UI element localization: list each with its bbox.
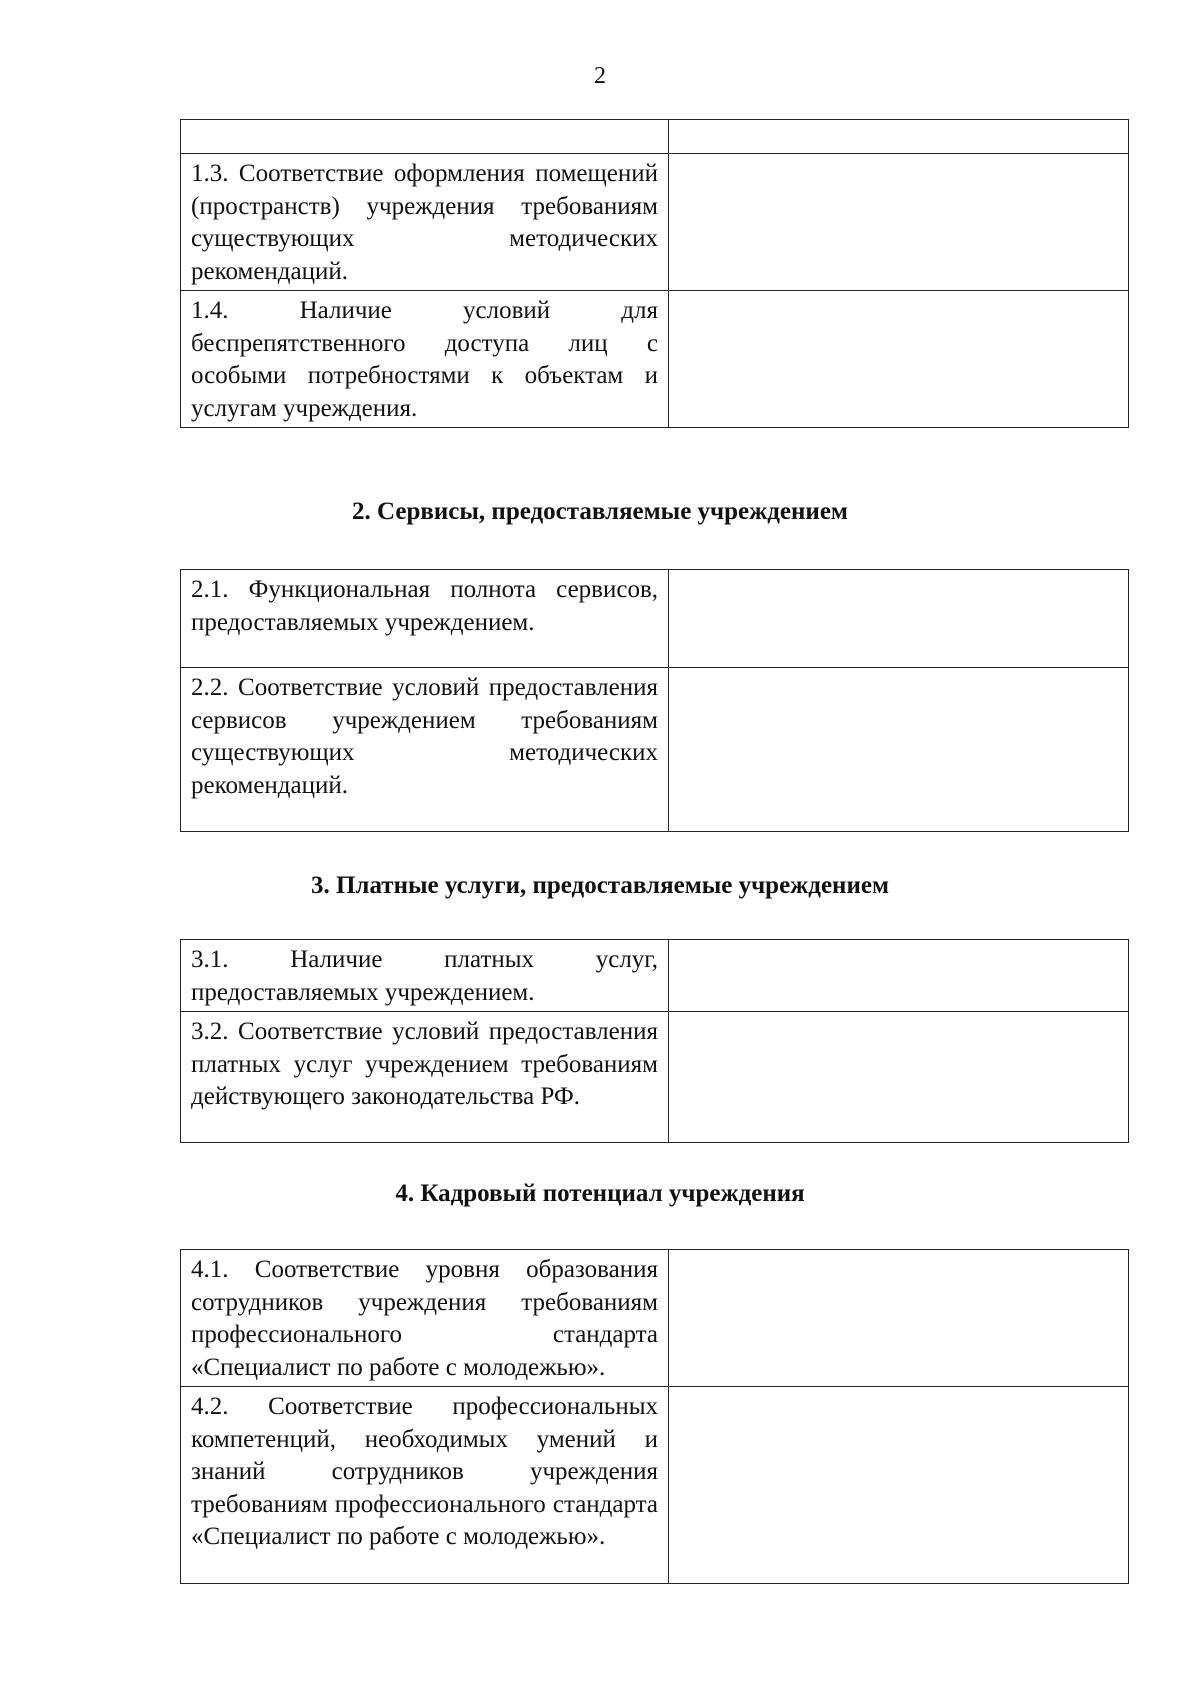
section-title: 2. Сервисы, предоставляемые учреждением — [352, 498, 848, 525]
table-row — [181, 154, 1129, 291]
criterion-cell — [181, 120, 669, 154]
criterion-cell: 4.2. Соответствие профессиональных компетенций, необходимых умений и знаний сотрудников учреждения требованиям профессионального стандарта «Специалист по работе с молодежью». — [181, 1387, 669, 1584]
table-row — [181, 570, 1129, 668]
criterion-cell: 1.4. Наличие условий для беспрепятственного доступа лиц с особыми потребностями к объектам и услугам учреждения. — [181, 291, 669, 428]
assessment-cell — [669, 1250, 1129, 1387]
assessment-cell — [669, 154, 1129, 291]
assessment-cell — [669, 668, 1129, 832]
criterion-cell: 4.1. Соответствие уровня образования сотрудников учреждения требованиям профессионального стандарта «Специалист по работе с молодежью». — [181, 1250, 669, 1387]
assessment-cell — [669, 1387, 1129, 1584]
table-row — [181, 1012, 1129, 1143]
page-number: 2 — [594, 63, 606, 89]
assessment-cell — [669, 570, 1129, 668]
section-title: 3. Платные услуги, предоставляемые учреждением — [310, 872, 889, 899]
criterion-cell: 2.1. Функциональная полнота сервисов, предоставляемых учреждением. — [181, 570, 669, 668]
criterion-cell: 1.3. Соответствие оформления помещений (пространств) учреждения требованиям существующих методических рекомендаций. — [181, 154, 669, 291]
table-row — [181, 120, 1129, 154]
table-row — [181, 1387, 1129, 1584]
table-row — [181, 668, 1129, 832]
section-title: 4. Кадровый потенциал учреждения — [395, 1180, 805, 1207]
criteria-table-4 — [180, 1249, 1129, 1584]
criterion-cell: 3.2. Соответствие условий предоставления платных услуг учреждением требованиям действующего законодательства РФ. — [181, 1012, 669, 1143]
assessment-cell — [669, 940, 1129, 1012]
criteria-table-3 — [180, 939, 1129, 1143]
table-row — [181, 940, 1129, 1012]
criteria-table-2 — [180, 569, 1129, 832]
criterion-cell: 3.1. Наличие платных услуг, предоставляемых учреждением. — [181, 940, 669, 1012]
assessment-cell — [669, 1012, 1129, 1143]
table-row — [181, 291, 1129, 428]
criteria-table-1 — [180, 119, 1129, 428]
assessment-cell — [669, 120, 1129, 154]
assessment-cell — [669, 291, 1129, 428]
criterion-cell: 2.2. Соответствие условий предоставления сервисов учреждением требованиям существующих методических рекомендаций. — [181, 668, 669, 832]
table-row — [181, 1250, 1129, 1387]
